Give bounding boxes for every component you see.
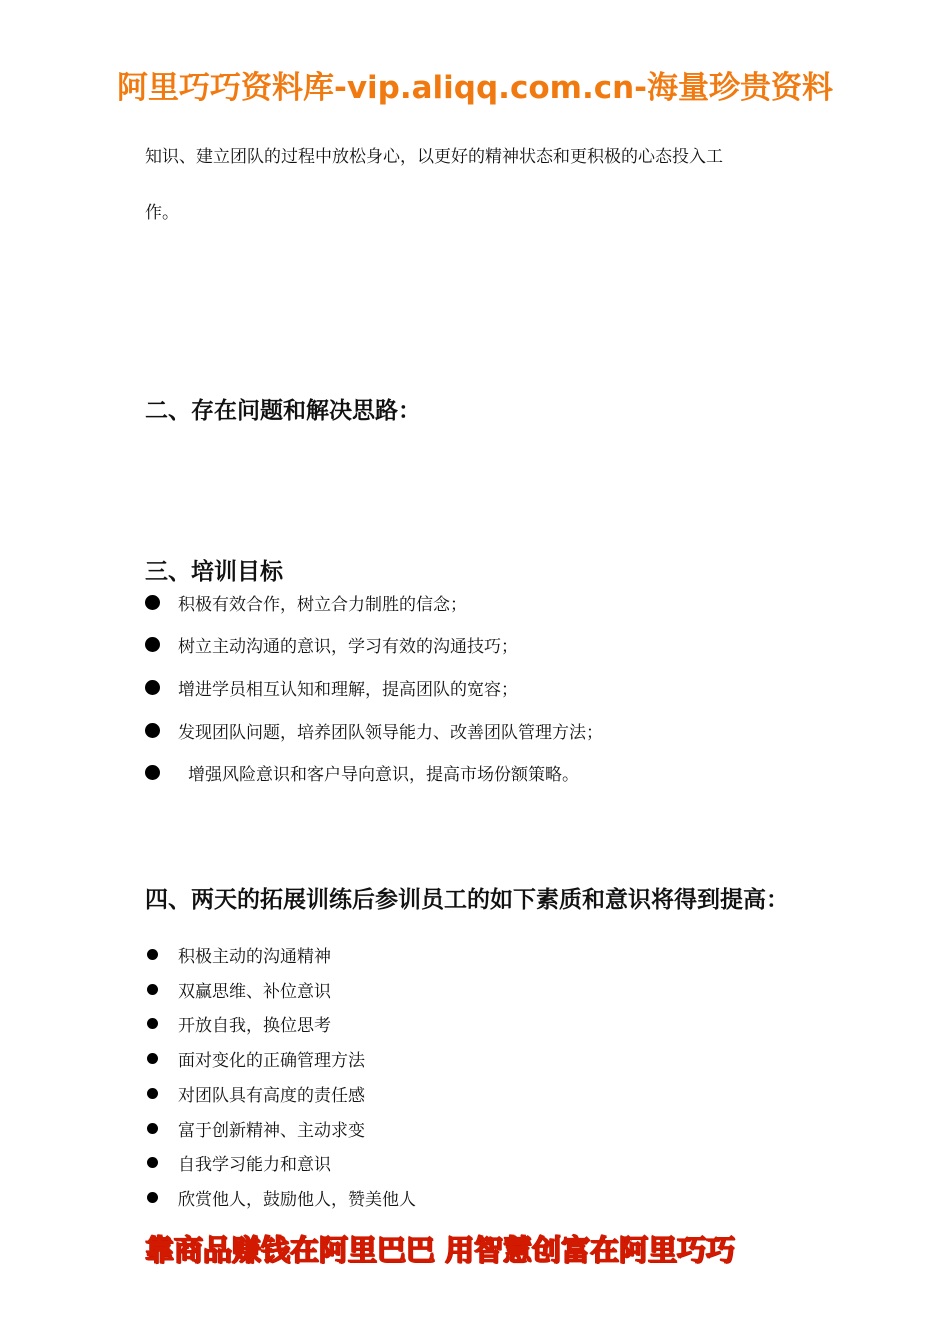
- list-item-text: 增强风险意识和客户导向意识，提高市场份额策略。: [188, 764, 579, 785]
- list-item: [145, 1116, 365, 1141]
- bullet-icon: [147, 1123, 158, 1134]
- list-item: [145, 1011, 331, 1036]
- list-item: [145, 977, 331, 1002]
- bullet-icon: [147, 949, 158, 960]
- bullet-icon: [145, 637, 160, 652]
- list-item: [145, 718, 603, 743]
- list-item: [145, 1046, 365, 1071]
- intro-line-1: 知识、建立团队的过程中放松身心，以更好的精神状态和更积极的心态投入工: [145, 147, 723, 167]
- list-item: [145, 1185, 416, 1210]
- bullet-icon: [147, 1053, 158, 1064]
- list-item-text: 自我学习能力和意识: [178, 1154, 331, 1175]
- list-item-text: 积极有效合作，树立合力制胜的信念；: [178, 594, 467, 615]
- bullet-icon: [147, 1088, 158, 1099]
- bullet-icon: [147, 1157, 158, 1168]
- bullet-icon: [145, 595, 160, 610]
- bullet-icon: [147, 984, 158, 995]
- list-item: [145, 590, 467, 615]
- footer-banner: 靠商品赚钱在阿里巴巴 用智慧创富在阿里巧巧: [145, 1233, 736, 1267]
- list-item-text: 面对变化的正确管理方法: [178, 1050, 365, 1071]
- bullet-icon: [145, 765, 160, 780]
- list-item: [145, 1081, 365, 1106]
- list-item-text: 开放自我，换位思考: [178, 1015, 331, 1036]
- header-banner: 阿里巧巧资料库-vip.aliqq.com.cn-海量珍贵资料: [116, 70, 834, 106]
- section-heading-problems: 二、存在问题和解决思路：: [145, 398, 421, 424]
- list-item: [145, 1150, 331, 1175]
- list-item: [145, 760, 579, 785]
- section-heading-improvements: 四、两天的拓展训练后参训员工的如下素质和意识将得到提高：: [145, 887, 789, 913]
- section-heading-training-goals: 三、培训目标: [145, 559, 283, 585]
- list-item: [145, 675, 518, 700]
- list-item: [145, 942, 331, 967]
- bullet-icon: [147, 1192, 158, 1203]
- intro-line-2: 作。: [145, 203, 179, 223]
- list-item-text: 发现团队问题，培养团队领导能力、改善团队管理方法；: [178, 722, 603, 743]
- list-item-text: 欣赏他人，鼓励他人，赞美他人: [178, 1189, 416, 1210]
- list-item-text: 树立主动沟通的意识，学习有效的沟通技巧；: [178, 636, 518, 657]
- bullet-icon: [145, 723, 160, 738]
- bullet-icon: [147, 1018, 158, 1029]
- list-item-text: 双赢思维、补位意识: [178, 981, 331, 1002]
- list-item: [145, 632, 518, 657]
- list-item-text: 富于创新精神、主动求变: [178, 1120, 365, 1141]
- list-item-text: 对团队具有高度的责任感: [178, 1085, 365, 1106]
- bullet-icon: [145, 680, 160, 695]
- list-item-text: 积极主动的沟通精神: [178, 946, 331, 967]
- list-item-text: 增进学员相互认知和理解，提高团队的宽容；: [178, 679, 518, 700]
